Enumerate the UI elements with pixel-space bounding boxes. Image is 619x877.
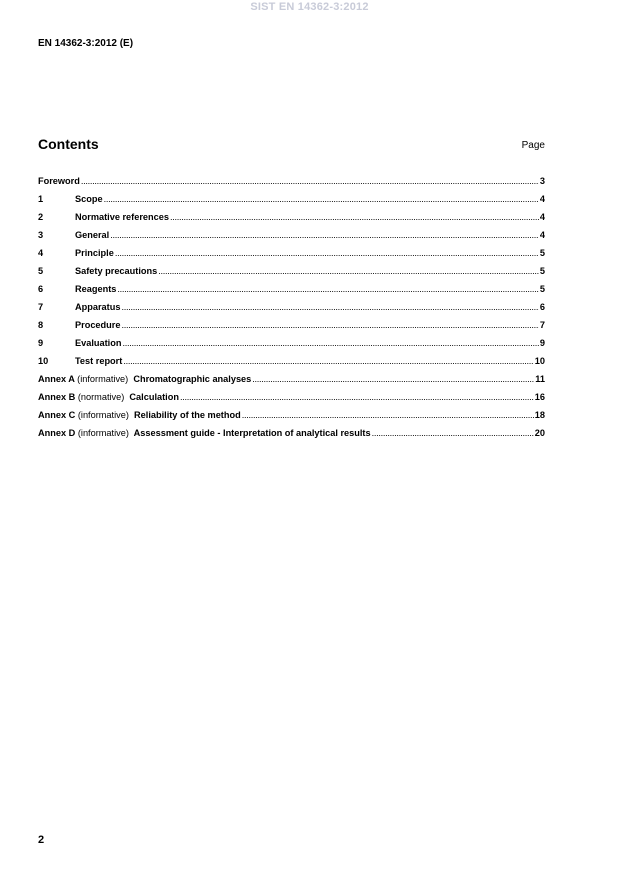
toc-entry-page: 5: [539, 248, 545, 258]
table-of-contents: [38, 175, 545, 445]
toc-entry-title: Safety precautions: [75, 266, 158, 276]
toc-entry-page: 11: [535, 374, 545, 384]
toc-entry-number: 6: [38, 284, 44, 294]
annex-type: (normative): [77, 392, 125, 402]
toc-entry-page: 16: [534, 392, 545, 402]
toc-entry-page: 18: [534, 410, 545, 420]
toc-entry-title: Foreword: [38, 176, 80, 186]
toc-entry-page: 20: [534, 428, 545, 438]
annex-title: Reliability of the method: [134, 410, 241, 420]
toc-entry-page: 5: [539, 266, 545, 276]
toc-entry-page: 7: [539, 320, 545, 330]
toc-entry-normative-references[interactable]: [38, 211, 545, 229]
page-number: 2: [38, 834, 45, 846]
toc-leader-dots: [242, 409, 534, 422]
annex-heading: [38, 409, 241, 422]
toc-leader-dots: [122, 337, 538, 350]
toc-leader-dots: [180, 391, 534, 404]
toc-leader-dots: [121, 301, 538, 314]
toc-entry-title: Scope: [75, 194, 103, 204]
toc-entry-test-report[interactable]: [38, 355, 545, 373]
toc-entry-page: 9: [539, 338, 545, 348]
toc-leader-dots: [104, 193, 539, 206]
toc-entry-number: 9: [38, 338, 44, 348]
watermark-text: SIST EN 14362-3:2012: [250, 1, 369, 13]
annex-label: Annex B: [38, 392, 76, 402]
toc-entry-number: 5: [38, 266, 44, 276]
toc-entry-page: 4: [539, 212, 545, 222]
toc-entry-apparatus[interactable]: [38, 301, 545, 319]
toc-entry-principle[interactable]: [38, 247, 545, 265]
toc-entry-page: 5: [539, 284, 545, 294]
annex-heading: [38, 427, 371, 440]
toc-entry-annex-b[interactable]: [38, 391, 545, 409]
toc-entry-title: Evaluation: [75, 338, 122, 348]
contents-title: Contents: [38, 136, 99, 152]
toc-entry-procedure[interactable]: [38, 319, 545, 337]
toc-entry-number: 10: [38, 356, 49, 366]
toc-entry-number: 4: [38, 248, 44, 258]
toc-leader-dots: [158, 265, 539, 278]
document-id: EN 14362-3:2012 (E): [38, 38, 134, 49]
toc-entry-number: 7: [38, 302, 44, 312]
toc-entry-title: Procedure: [75, 320, 121, 330]
annex-heading: [38, 373, 251, 386]
annex-title: Assessment guide - Interpretation of analytical results: [133, 428, 371, 438]
toc-leader-dots: [170, 211, 539, 224]
toc-entry-title: Normative references: [75, 212, 169, 222]
toc-entry-page: 6: [539, 302, 545, 312]
toc-entry-number: 1: [38, 194, 44, 204]
toc-entry-safety-precautions[interactable]: [38, 265, 545, 283]
toc-leader-dots: [117, 283, 539, 296]
toc-entry-title: Reagents: [75, 284, 117, 294]
toc-leader-dots: [110, 229, 539, 242]
toc-entry-evaluation[interactable]: [38, 337, 545, 355]
annex-title: Chromatographic analyses: [133, 374, 252, 384]
toc-entry-title: Principle: [75, 248, 114, 258]
toc-entry-title: General: [75, 230, 110, 240]
annex-label: Annex A: [38, 374, 75, 384]
toc-entry-annex-d[interactable]: [38, 427, 545, 445]
toc-entry-annex-a[interactable]: [38, 373, 545, 391]
toc-leader-dots: [81, 175, 539, 188]
toc-entry-page: 10: [534, 356, 545, 366]
page-column-heading: Page: [521, 140, 545, 151]
toc-leader-dots: [252, 373, 534, 386]
annex-type: (informative): [77, 410, 129, 420]
toc-entry-number: 2: [38, 212, 44, 222]
annex-heading: [38, 391, 179, 404]
toc-entry-page: 4: [539, 194, 545, 204]
annex-type: (informative): [77, 374, 129, 384]
toc-entry-page: 4: [539, 230, 545, 240]
annex-title: Calculation: [129, 392, 179, 402]
annex-type: (informative): [77, 428, 129, 438]
toc-entry-annex-c[interactable]: [38, 409, 545, 427]
toc-entry-title: Test report: [75, 356, 123, 366]
toc-leader-dots: [115, 247, 539, 260]
toc-entry-page: 3: [539, 176, 545, 186]
toc-entry-number: 8: [38, 320, 44, 330]
toc-entry-number: 3: [38, 230, 44, 240]
annex-label: Annex D: [38, 428, 76, 438]
toc-entry-scope[interactable]: [38, 193, 545, 211]
toc-entry-general[interactable]: [38, 229, 545, 247]
toc-entry-reagents[interactable]: [38, 283, 545, 301]
toc-entry-title: Apparatus: [75, 302, 121, 312]
toc-leader-dots: [123, 355, 533, 368]
toc-entry-foreword[interactable]: [38, 175, 545, 193]
toc-leader-dots: [121, 319, 538, 332]
toc-leader-dots: [372, 427, 534, 440]
annex-label: Annex C: [38, 410, 76, 420]
